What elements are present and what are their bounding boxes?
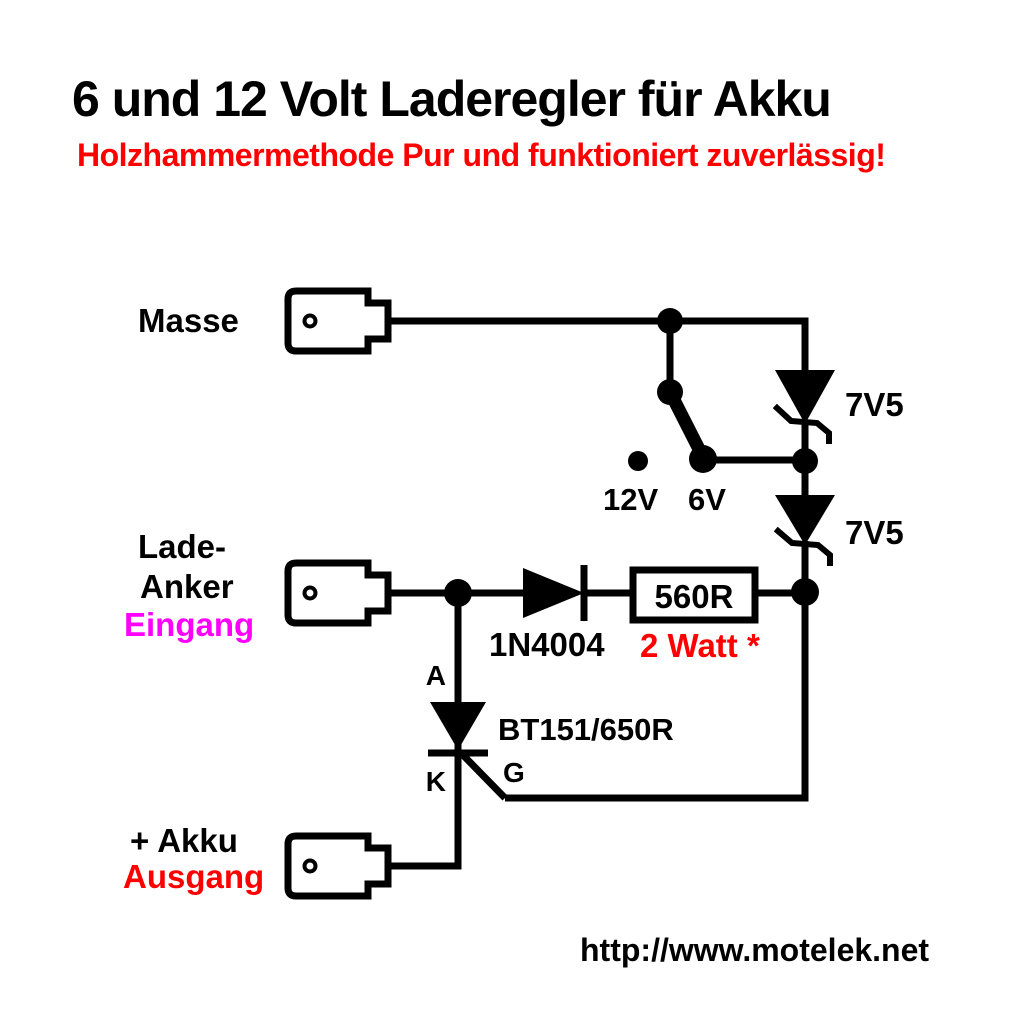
input-terminal-label-3: Eingang [124,606,255,643]
zener-top-value: 7V5 [845,386,904,423]
output-terminal [288,836,388,896]
rectifier-diode-triangle [523,568,584,618]
thyristor-anode-label: A [425,660,446,691]
junction-dot-input [444,579,472,607]
ground-wire [388,321,805,372]
thyristor-triangle [430,702,486,750]
output-terminal-hole [305,861,316,872]
thyristor-cathode-label: K [425,766,446,797]
output-terminal-label-1: + Akku [130,822,238,859]
website-url: http://www.motelek.net [580,932,930,968]
switch-contact-6v-dot [689,445,717,473]
input-terminal [288,563,388,623]
thyristor [428,702,488,753]
switch-contact-12v-dot [628,451,648,471]
rectifier-diode [523,565,584,621]
ground-terminal-hole [305,316,316,327]
zener-bottom-value: 7V5 [845,514,904,551]
thyristor-gate-label: G [503,757,525,788]
switch-pole-dot [657,379,683,405]
gate-wire [460,752,505,798]
ground-terminal-label: Masse [138,302,239,339]
ground-terminal [288,291,388,351]
switch-12v-label: 12V [603,482,659,517]
input-terminal-hole [305,588,316,599]
thyristor-part-label: BT151/650R [498,712,674,747]
junction-dot-resistor [791,578,819,606]
rectifier-diode-part-label: 1N4004 [489,626,605,663]
input-terminal-label-1: Lade- [138,528,227,565]
resistor-power-label: 2 Watt * [640,627,760,664]
page-title: 6 und 12 Volt Laderegler für Akku [72,71,831,127]
resistor-value-label: 560R [654,578,734,615]
switch-6v-label: 6V [688,482,726,517]
output-terminal-label-2: Ausgang [123,858,265,895]
junction-dot-ground [657,308,683,334]
junction-dot-zener [792,448,818,474]
input-terminal-label-2: Anker [140,568,234,605]
page-subtitle: Holzhammermethode Pur und funktioniert zuverlässig! [77,137,886,173]
